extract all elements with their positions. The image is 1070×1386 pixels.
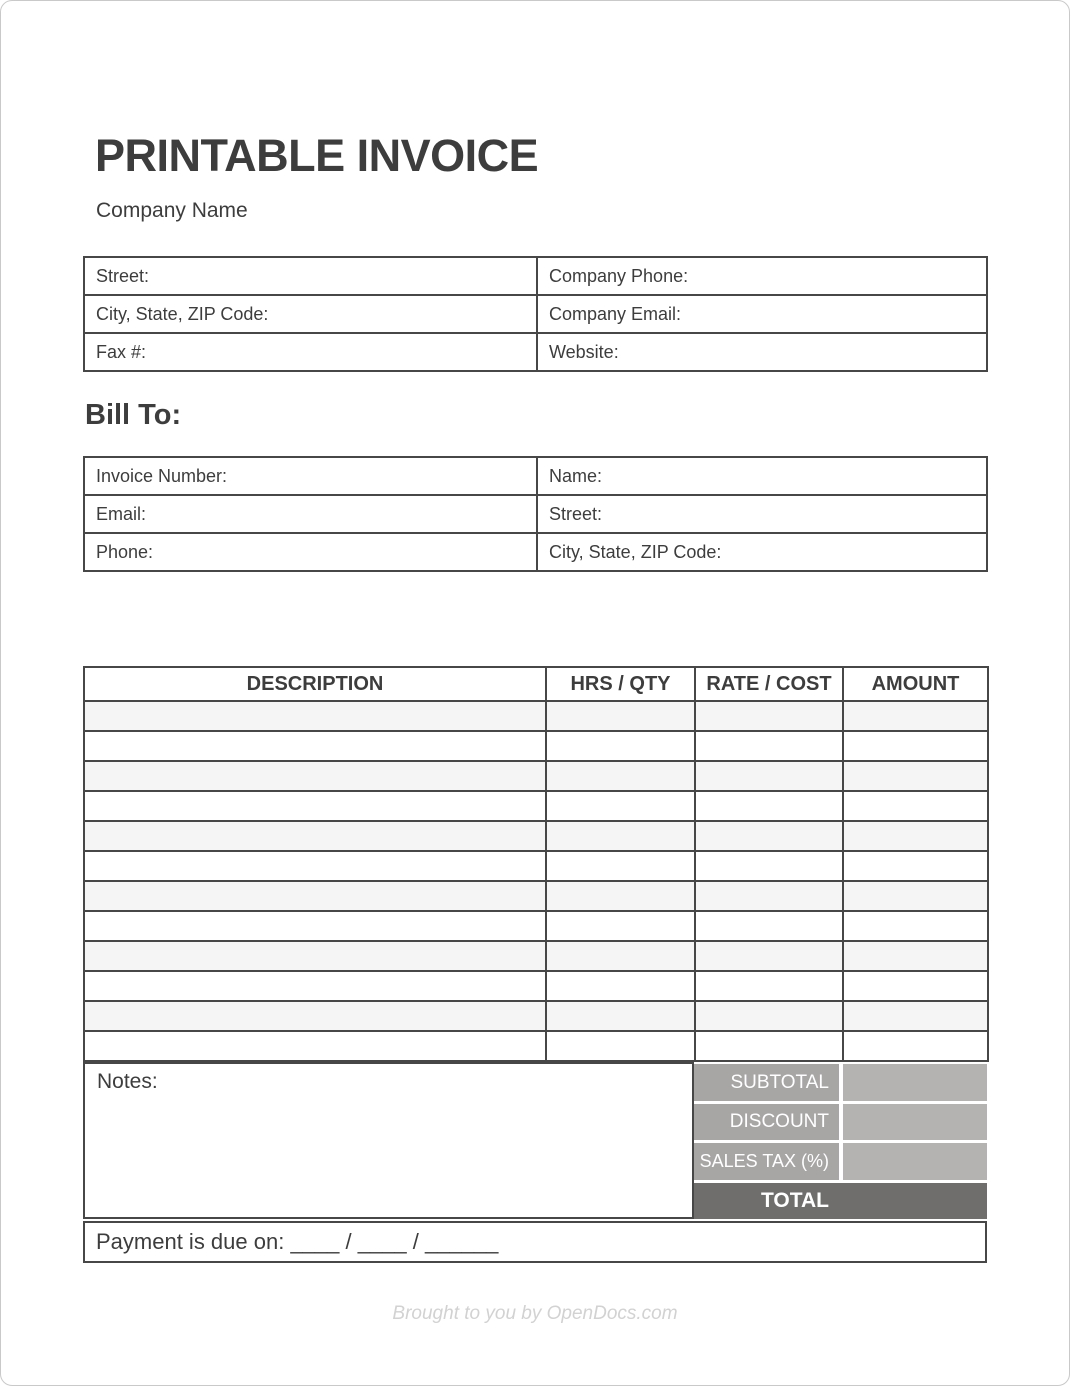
- line-item-row: [84, 881, 988, 911]
- line-item-cell: [546, 911, 695, 941]
- notes-box: [83, 1062, 694, 1219]
- line-item-cell: [84, 701, 546, 731]
- subtotal-value: [843, 1064, 987, 1101]
- line-item-cell: [84, 731, 546, 761]
- company-info-row: [84, 295, 987, 333]
- notes-label: Notes:: [97, 1070, 158, 1094]
- line-item-row: [84, 1001, 988, 1031]
- company-info-table: [83, 256, 988, 372]
- totals-grid: [694, 1062, 987, 1219]
- line-item-cell: [695, 1031, 843, 1061]
- sales-tax-label: SALES TAX (%): [694, 1143, 839, 1180]
- line-item-cell: [695, 971, 843, 1001]
- line-item-cell: [84, 1031, 546, 1061]
- line-item-cell: [695, 881, 843, 911]
- field-city-state-zip: City, State, ZIP Code:: [537, 533, 987, 571]
- field-street: Street:: [84, 257, 537, 295]
- bill-to-row: [84, 457, 987, 495]
- total-label: TOTAL: [760, 1189, 829, 1212]
- header-hrs-qty: HRS / QTY: [546, 667, 695, 701]
- company-name: Company Name: [96, 199, 248, 223]
- bill-to-row: [84, 533, 987, 571]
- header-description: DESCRIPTION: [84, 667, 546, 701]
- header-amount: AMOUNT: [843, 667, 988, 701]
- line-item-cell: [843, 1001, 988, 1031]
- bill-to-table: [83, 456, 988, 572]
- line-item-cell: [695, 851, 843, 881]
- line-item-cell: [84, 941, 546, 971]
- line-item-cell: [843, 881, 988, 911]
- line-item-row: [84, 851, 988, 881]
- field-city-state-zip: City, State, ZIP Code:: [84, 295, 537, 333]
- line-items-table: [83, 666, 989, 1062]
- line-item-cell: [695, 731, 843, 761]
- line-item-cell: [546, 761, 695, 791]
- company-info-row: [84, 333, 987, 371]
- subtotal-label: SUBTOTAL: [694, 1064, 839, 1101]
- page-title: PRINTABLE INVOICE: [95, 130, 539, 181]
- bill-to-row: [84, 495, 987, 533]
- field-fax: Fax #:: [84, 333, 537, 371]
- line-item-row: [84, 761, 988, 791]
- line-item-row: [84, 821, 988, 851]
- line-item-cell: [84, 851, 546, 881]
- line-item-cell: [546, 821, 695, 851]
- line-item-cell: [843, 791, 988, 821]
- company-info-row: [84, 257, 987, 295]
- field-invoice-number: Invoice Number:: [84, 457, 537, 495]
- line-item-cell: [546, 851, 695, 881]
- total-row: [694, 1183, 987, 1220]
- sales-tax-value: [843, 1143, 987, 1180]
- bill-to-heading: Bill To:: [85, 399, 182, 432]
- line-item-cell: [84, 761, 546, 791]
- header-rate-cost: RATE / COST: [695, 667, 843, 701]
- field-company-phone: Company Phone:: [537, 257, 987, 295]
- line-item-cell: [546, 881, 695, 911]
- line-item-cell: [546, 971, 695, 1001]
- totals-section: [83, 1062, 987, 1219]
- footer-credit: Brought to you by OpenDocs.com: [392, 1303, 678, 1325]
- line-item-cell: [695, 761, 843, 791]
- field-email: Email:: [84, 495, 537, 533]
- line-item-cell: [843, 971, 988, 1001]
- line-item-cell: [84, 821, 546, 851]
- field-name: Name:: [537, 457, 987, 495]
- line-item-row: [84, 971, 988, 1001]
- line-item-row: [84, 941, 988, 971]
- line-item-cell: [546, 941, 695, 971]
- line-item-cell: [695, 911, 843, 941]
- line-item-cell: [843, 761, 988, 791]
- discount-label: DISCOUNT: [694, 1104, 839, 1141]
- line-item-cell: [546, 1001, 695, 1031]
- line-item-cell: [546, 791, 695, 821]
- line-item-cell: [84, 791, 546, 821]
- line-item-cell: [695, 791, 843, 821]
- field-phone: Phone:: [84, 533, 537, 571]
- line-item-row: [84, 911, 988, 941]
- line-item-cell: [695, 941, 843, 971]
- line-item-cell: [843, 701, 988, 731]
- payment-due-row: Payment is due on: ____ / ____ / ______: [83, 1221, 987, 1263]
- line-item-row: [84, 1031, 988, 1061]
- line-item-cell: [843, 731, 988, 761]
- line-items-header-row: [84, 667, 988, 701]
- field-street: Street:: [537, 495, 987, 533]
- line-item-cell: [546, 731, 695, 761]
- line-item-cell: [695, 1001, 843, 1031]
- line-item-cell: [843, 851, 988, 881]
- discount-value: [843, 1104, 987, 1141]
- line-item-cell: [84, 971, 546, 1001]
- line-item-cell: [84, 911, 546, 941]
- line-item-row: [84, 791, 988, 821]
- line-item-cell: [843, 941, 988, 971]
- line-item-cell: [695, 821, 843, 851]
- line-item-cell: [546, 701, 695, 731]
- field-company-email: Company Email:: [537, 295, 987, 333]
- line-item-row: [84, 731, 988, 761]
- line-item-cell: [695, 701, 843, 731]
- line-item-cell: [843, 1031, 988, 1061]
- line-item-cell: [843, 911, 988, 941]
- line-item-cell: [546, 1031, 695, 1061]
- line-item-cell: [84, 1001, 546, 1031]
- line-item-row: [84, 701, 988, 731]
- field-website: Website:: [537, 333, 987, 371]
- line-item-cell: [84, 881, 546, 911]
- line-item-cell: [843, 821, 988, 851]
